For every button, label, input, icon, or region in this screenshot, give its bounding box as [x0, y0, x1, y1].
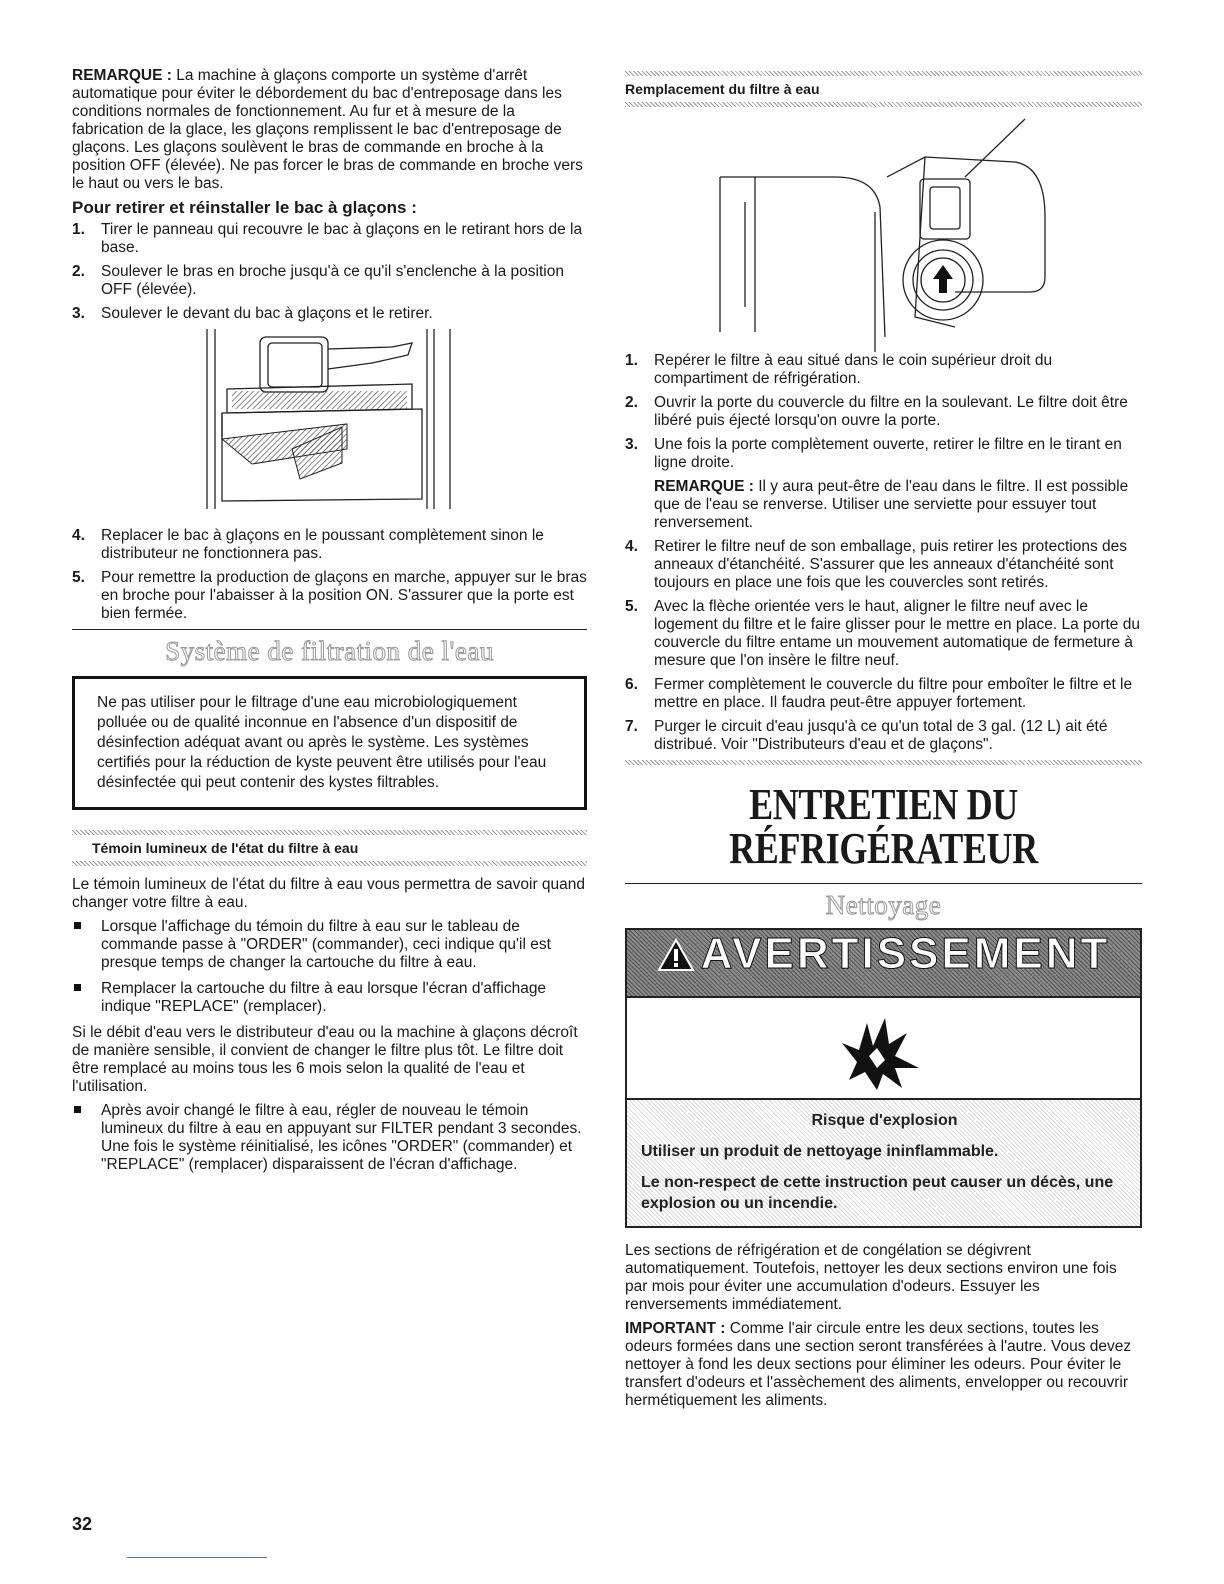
important-text: Comme l'air circule entre les deux sections, toutes les odeurs formées dans une section seront transférées à l'autre. Vous devez nettoyer à fond les deux sections pour éliminer les odeurs. Pour éviter le transfert d'odeurs et l'assèchement des aliments, envelopper ou recouvrir hermétiquement les aliments. — [625, 1320, 1132, 1409]
divider — [72, 629, 587, 630]
list-item: 6. Fermer complètement le couvercle du filtre pour emboîter le filtre et le mettre en place. Il faudra peut-être appuyer fortement. — [625, 676, 1133, 711]
cleaning-title: Nettoyage — [825, 890, 942, 920]
indicator-para: Si le débit d'eau vers le distributeur d'eau ou la machine à glaçons décroît de manière sensible, il convient de changer le filtre plus tôt. Le filtre doit être remplacé au moins tous les 6 mois selon la qualité de l'eau et l'utilisation. — [72, 1024, 578, 1095]
list-item: 2. Ouvrir la porte du couvercle du filtre en la soulevant. Le filtre doit être libéré puis éjecté lorsqu'on ouvre la porte. — [625, 394, 1128, 429]
indicator-bullets — [72, 918, 587, 1016]
note-label: REMARQUE : — [72, 67, 172, 84]
list-item: 4. Replacer le bac à glaçons en le poussant complètement sinon le distributeur ne fonctionnera pas. — [72, 527, 544, 562]
replace-note: REMARQUE : Il y aura peut-être de l'eau dans le filtre. Il est possible que de l'eau se renverse. Utiliser une serviette pour essuyer tout renversement. — [654, 478, 1129, 531]
divider — [625, 760, 1142, 765]
warning-triangle-icon — [657, 938, 695, 972]
list-item: 3. Une fois la porte complètement ouverte, retirer le filtre en le tirant en ligne droite. REMARQUE : Il y aura peut-être de l'eau dans le filtre. Il est possible que de l'eau se renverse. Utiliser une serviette pour essuyer tout renversement. — [625, 436, 1142, 532]
indicator-bullets-2 — [72, 1102, 587, 1174]
warning-panel — [625, 928, 1142, 1228]
indicator-intro: Le témoin lumineux de l'état du filtre à eau vous permettra de savoir quand changer votre filtre à eau. — [72, 876, 586, 911]
list-item: Remplacer la cartouche du filtre à eau lorsque l'écran d'affichage indique "REPLACE" (remplacer). — [72, 980, 587, 1016]
filtration-warning-box: Ne pas utiliser pour le filtrage d'une eau microbiologiquement polluée ou de qualité inconnue en l'absence d'un dispositif de désinfection adéquat avant ou après le système. Les systèmes certifiés pour la réduction de kyste peuvent être utilisés pour l'eau désinfectée qui peut contenir des kystes filtrables. — [72, 676, 587, 810]
important-para — [625, 1320, 1142, 1410]
warning-line: Le non-respect de cette instruction peut causer un décès, une explosion ou un incendie. — [641, 1174, 1114, 1212]
list-item: 7. Purger le circuit d'eau jusqu'à ce qu'un total de 3 gal. (12 L) ait été distribué. Voir "Distributeurs d'eau et de glaçons". — [625, 718, 1108, 753]
indicator-section — [72, 830, 587, 866]
list-item: 5. Pour remettre la production de glaçons en marche, appuyer sur le bras en broche pour l'abaisser à la position ON. S'assurer que la porte est bien fermée. — [72, 569, 587, 622]
replace-heading: Remplacement du filtre à eau — [625, 81, 820, 97]
left-column — [72, 67, 587, 1182]
replace-steps-list — [625, 352, 1142, 754]
section-title-line-2: RÉFRIGÉRATEUR — [729, 824, 1038, 873]
cleaning-para: Les sections de réfrigération et de congélation se dégivrent automatiquement. Toutefois, nettoyer les deux sections environ une fois par mois pour éviter une accumulation d'odeurs. Essuyer les renversements immédiatement. — [625, 1242, 1117, 1313]
warning-banner — [625, 928, 1142, 998]
divider — [72, 861, 587, 866]
divider — [625, 883, 1142, 884]
important-label: IMPORTANT : — [625, 1320, 726, 1337]
bin-steps-list — [72, 221, 587, 323]
list-item: 2. Soulever le bras en broche jusqu'à ce qu'il s'enclenche à la position OFF (élevée). — [72, 263, 564, 298]
indicator-heading: Témoin lumineux de l'état du filtre à eau — [92, 840, 359, 856]
footer-line — [127, 1557, 267, 1558]
section-title — [625, 780, 1142, 873]
warning-line: Utiliser un produit de nettoyage ininflammable. — [641, 1143, 999, 1160]
warning-text — [627, 1100, 1140, 1226]
section-title-line-1: ENTRETIEN DU — [749, 780, 1018, 829]
list-item: Lorsque l'affichage du témoin du filtre à eau sur le tableau de commande passe à "ORDER" (commander), ceci indique qu'il est presque temps de changer la cartouche du filtre à eau. — [72, 918, 587, 972]
list-item: 1. Tirer le panneau qui recouvre le bac à glaçons en le retirant hors de la base. — [72, 221, 583, 256]
bin-heading: Pour retirer et réinstaller le bac à glaçons : — [72, 198, 417, 217]
ice-bin-illustration — [72, 329, 587, 519]
ice-note — [72, 67, 587, 193]
page-number: 32 — [72, 1514, 93, 1534]
list-item: 4. Retirer le filtre neuf de son emballage, puis retirer les protections des anneaux d'étanchéité. S'assurer que les anneaux d'étanchéité sont toujours en place une fois que les couvercles sont retirés. — [625, 538, 1127, 591]
list-item: 1. Repérer le filtre à eau situé dans le coin supérieur droit du compartiment de réfrigération. — [625, 352, 1053, 387]
warning-line: Risque d'explosion — [811, 1112, 958, 1129]
note-text: La machine à glaçons comporte un système d'arrêt automatique pour éviter le débordement du bac d'entreposage dans les conditions normales de fonctionnement. Au fur et à mesure de la fabrication de la glace, les glaçons remplissent le bac d'entreposage de glaçons. Les glaçons soulèvent le bras de commande en broche à la position OFF (élevée). Ne pas forcer le bras de commande en broche vers le haut ou vers le bas. — [72, 67, 583, 192]
explosion-icon — [627, 998, 1140, 1100]
list-item: 5. Avec la flèche orientée vers le haut, aligner le filtre neuf avec le logement du filtre et le faire glisser pour le mettre en place. La porte du couvercle du filtre entame un mouvement automatique de fermeture à mesure que l'on insère le filtre neuf. — [625, 598, 1140, 669]
list-item: Après avoir changé le filtre à eau, régler de nouveau le témoin lumineux du filtre à eau en appuyant sur FILTER pendant 3 secondes. Une fois le système réinitialisé, les icônes "ORDER" (commander) et "REPLACE" (remplacer) disparaissent de l'écran d'affichage. — [72, 1102, 587, 1174]
bin-steps-list-2 — [72, 527, 587, 623]
warning-banner-label: AVERTISSEMENT — [700, 929, 1111, 978]
list-item: 3. Soulever le devant du bac à glaçons et le retirer. — [72, 305, 433, 322]
filter-illustration — [625, 107, 1142, 352]
filtration-title: Système de filtration de l'eau — [165, 636, 494, 666]
right-column — [625, 71, 1142, 1416]
